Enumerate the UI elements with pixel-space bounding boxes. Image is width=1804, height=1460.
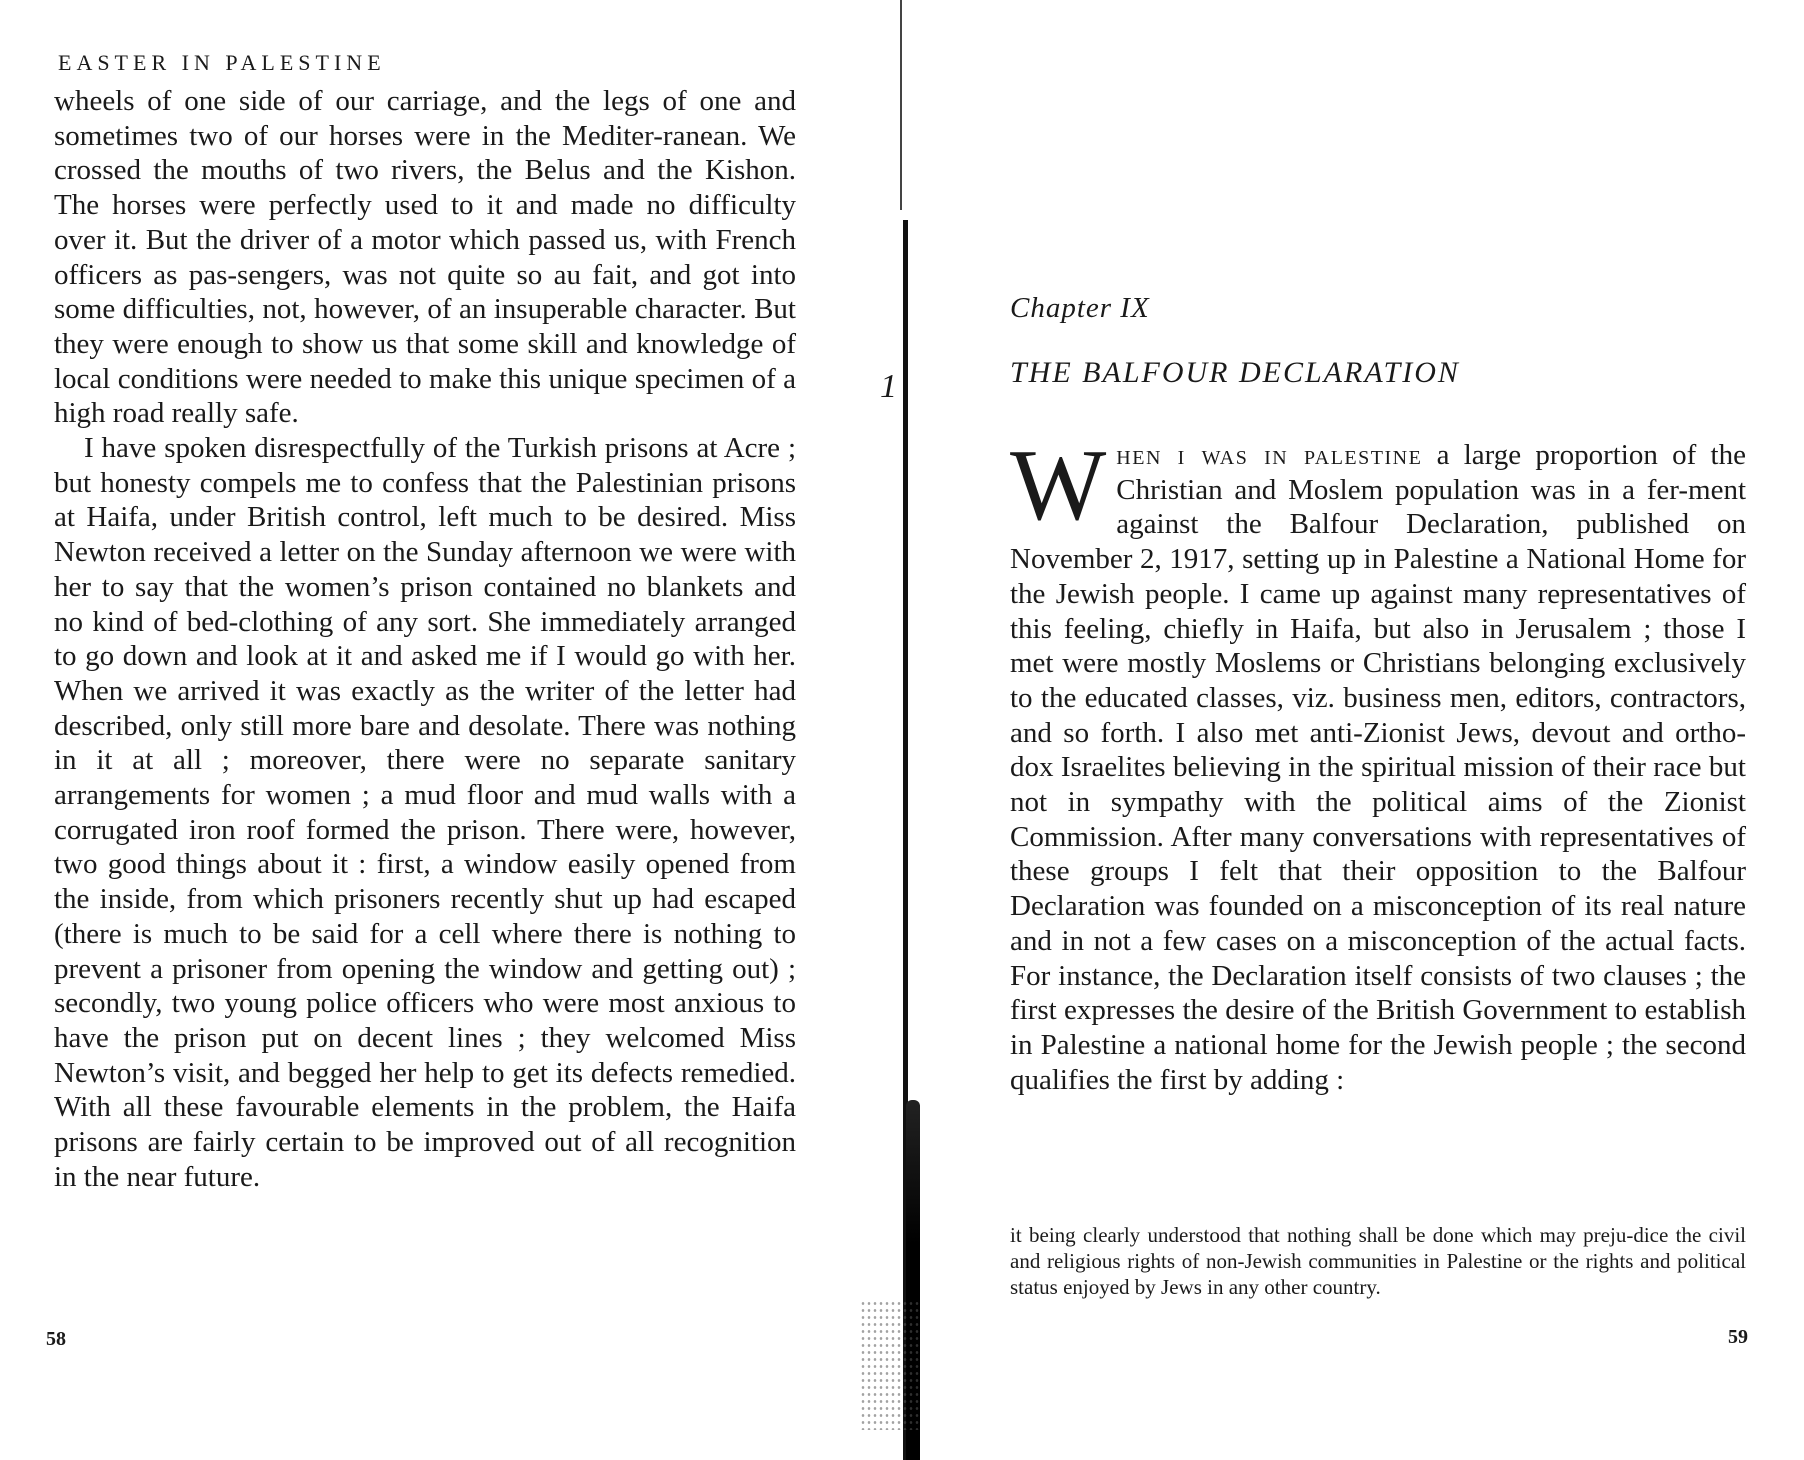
left-paragraph-1: wheels of one side of our carriage, and the legs of one and sometimes two of our horses were in the Mediter-ranean. We crossed the mouths of two rivers, the Belus and the Kishon. The horses were perfectly used to it and made no difficulty over it. But the driver of a motor which passed us, with French officers as pas-sengers, was not quite so au fait, and got into some difficulties, not, however, of an insuperable character. But they were enough to show us that some skill and knowledge of local conditions were needed to make this unique specimen of a high road really safe. <box>54 85 796 430</box>
opening-smallcaps: hen i was in palestine <box>1116 439 1423 471</box>
running-head: EASTER IN PALESTINE <box>58 50 386 75</box>
right-page-body <box>1010 429 1746 1097</box>
page-number-left: 58 <box>46 1328 66 1350</box>
right-paragraph-1-text: a large proportion of the Christian and Moslem population was in a fer-ment against the Balfour Declaration, published on November 2, 1917, setting up in Palestine a National Home for the Jewish people. I came up against many representatives of this feeling, chiefly in Haifa, but also in Jerusalem ; those I met were mostly Moslems or Christians belonging exclusively to the educated classes, viz. business men, editors, contractors, and so forth. I also met anti-Zionist Jews, devout and ortho-dox Israelites believing in the spiritual mission of their race but not in sympathy with the political aims of the Zionist Commission. After many conversations with representatives of these groups I felt that their opposition to the Balfour Declaration was founded on a misconception of its real nature and in not a few cases on a misconception of the actual facts. For instance, the Declaration itself consists of two clauses ; the first expresses the desire of the British Government to establish in Palestine a national home for the Jewish people ; the second qualifies the first by adding : <box>1010 439 1746 1096</box>
page-number-right: 59 <box>1728 1326 1748 1348</box>
chapter-label: Chapter IX <box>1010 292 1150 324</box>
right-paragraph-1 <box>1010 429 1746 1097</box>
margin-mark: 1 <box>880 368 897 405</box>
left-paragraph-2: I have spoken disrespectfully of the Turkish prisons at Acre ; but honesty compels me to confess that the Palestinian prisons at Haifa, under British control, left much to be desired. Miss Newton received a letter on the Sunday afternoon we were with her to say that the women’s prison contained no blankets and no kind of bed-clothing of any sort. She immediately arranged to go down and look at it and asked me if I would go with her. When we arrived it was exactly as the writer of the letter had described, only still more bare and desolate. There was nothing in it at all ; moreover, there were no separate sanitary arrangements for women ; a mud floor and mud walls with a corrugated iron roof formed the prison. There were, however, two good things about it : first, a window easily opened from the inside, from which prisoners recently shut up had escaped (there is much to be said for a cell where there is nothing to prevent a prisoner from opening the window and getting out) ; secondly, two young police officers who were most anxious to have the prison put on decent lines ; they welcomed Miss Newton’s visit, and begged her help to get its defects remedied. With all these favourable elements in the problem, the Haifa prisons are fairly certain to be improved out of all recognition in the near future. <box>54 432 796 1193</box>
drop-cap: W <box>1010 429 1107 542</box>
chapter-title: THE BALFOUR DECLARATION <box>1010 356 1460 389</box>
block-quotation: it being clearly understood that nothing shall be done which may preju-dice the civil and religious rights of non-Jewish communities in Palestine or the rights and political status enjoyed by Jews in any other country. <box>1010 1223 1746 1299</box>
